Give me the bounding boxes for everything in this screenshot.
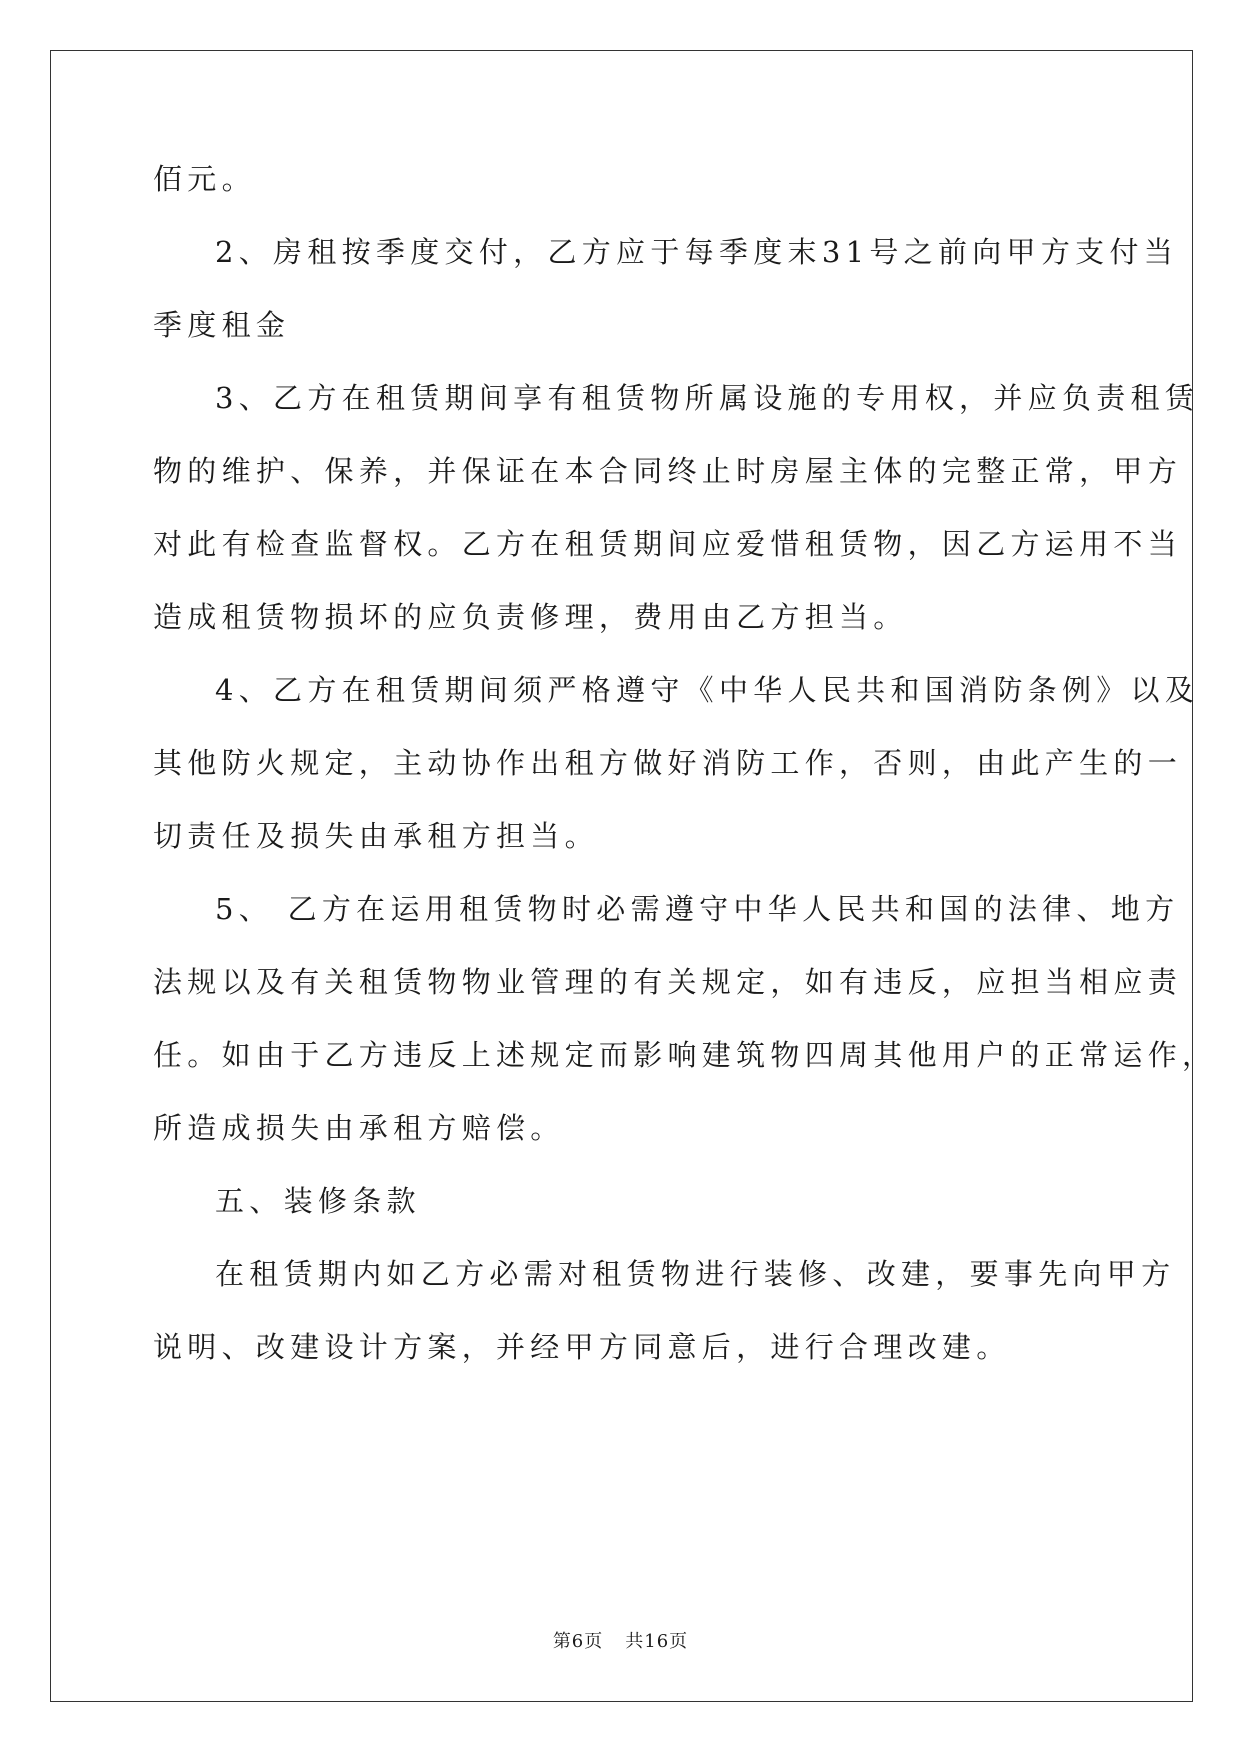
text-line: 物的维护、保养，并保证在本合同终止时房屋主体的完整正常，甲方 (153, 454, 1183, 488)
text-line: 切责任及损失由承租方担当。 (153, 819, 599, 853)
page-number: 第6页 (552, 1631, 604, 1652)
text-line: 4、乙方在租赁期间须严格遵守《中华人民共和国消防条例》以及 (215, 673, 1200, 707)
text-line: 对此有检查监督权。乙方在租赁期间应爱惜租赁物，因乙方运用不当 (153, 527, 1183, 561)
section-heading: 五、装修条款 (215, 1184, 421, 1218)
text-line: 5、 乙方在运用租赁物时必需遵守中华人民共和国的法律、地方 (215, 892, 1180, 926)
text-line: 季度租金 (153, 308, 291, 342)
text-line: 2、房租按季度交付，乙方应于每季度末31号之前向甲方支付当 (215, 235, 1179, 269)
text-line: 说明、改建设计方案，并经甲方同意后，进行合理改建。 (153, 1330, 1011, 1364)
page-border (50, 50, 1193, 1702)
text-line: 其他防火规定，主动协作出租方做好消防工作，否则，由此产生的一 (153, 746, 1183, 780)
text-line: 造成租赁物损坏的应负责修理，费用由乙方担当。 (153, 600, 908, 634)
text-line: 所造成损失由承租方赔偿。 (153, 1111, 565, 1145)
text-line: 任。如由于乙方违反上述规定而影响建筑物四周其他用户的正常运作， (153, 1038, 1217, 1072)
text-line: 在租赁期内如乙方必需对租赁物进行装修、改建，要事先向甲方 (215, 1257, 1176, 1291)
text-line: 3、乙方在租赁期间享有租赁物所属设施的专用权，并应负责租赁 (215, 381, 1200, 415)
page-footer (0, 1627, 1241, 1653)
text-line: 法规以及有关租赁物物业管理的有关规定，如有违反，应担当相应责 (153, 965, 1183, 999)
text-line: 佰元。 (153, 162, 256, 196)
page-total: 共16页 (625, 1631, 689, 1652)
